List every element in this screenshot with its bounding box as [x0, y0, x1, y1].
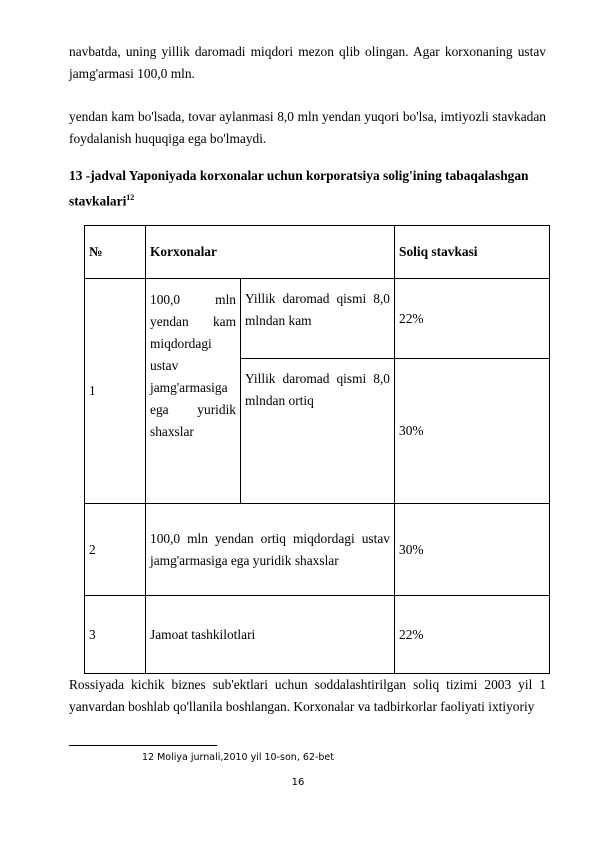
- row-2-organization: 100,0 mln yendan ortiq miqdordagi ustav jamg'armasiga ega yuridik shaxslar: [146, 504, 395, 596]
- row-1-organization: 100,0 mln yendan kam miqdordagi ustav jamg'armasiga ega yuridik shaxslar: [146, 279, 241, 504]
- table-row: [85, 279, 550, 359]
- row-1-income-high: Yillik daromad qismi 8,0 mlndan ortiq: [241, 359, 395, 504]
- row-2-number: 2: [85, 504, 146, 596]
- table-header-row: [85, 226, 550, 279]
- row-3-rate: 22%: [395, 596, 550, 674]
- row-1-number: 1: [85, 279, 146, 504]
- tax-rate-table: [84, 225, 550, 674]
- header-organizations: Korxonalar: [146, 226, 395, 279]
- header-number: №: [85, 226, 146, 279]
- row-1-rate-high: 30%: [395, 359, 550, 504]
- row-2-rate: 30%: [395, 504, 550, 596]
- footnote-reference: 12: [126, 193, 135, 202]
- row-3-organization: Jamoat tashkilotlari: [146, 596, 395, 674]
- table-row: [85, 596, 550, 674]
- row-1-rate-low: 22%: [395, 279, 550, 359]
- footnote: 12 Moliya jurnali,2010 yil 10-son, 62-bet: [142, 752, 334, 763]
- page-number: 16: [291, 777, 305, 788]
- paragraph-3: Rossiyada kichik biznes sub'ektlari uchun soddalashtirilgan soliq tizimi 2003 yil 1 yanvardan boshlab qo'llanila boshlangan. Korxonalar va tadbirkorlar faoliyati ixtiyoriy: [69, 677, 546, 714]
- footnote-separator: [69, 745, 217, 746]
- table-row: [85, 504, 550, 596]
- header-tax-rate: Soliq stavkasi: [395, 226, 550, 279]
- table-caption: [69, 165, 549, 212]
- paragraph-1: navbatda, uning yillik daromadi miqdori mezon qlib olingan. Agar korxonaning ustav jamg'armasi 100,0 mln.: [69, 44, 546, 81]
- table-caption-text: 13 -jadval Yaponiyada korxonalar uchun korporatsiya solig'ining tabaqalashgan stavkalari: [69, 168, 529, 209]
- row-3-number: 3: [85, 596, 146, 674]
- row-1-income-low: Yillik daromad qismi 8,0 mlndan kam: [241, 279, 395, 359]
- paragraph-2: yendan kam bo'lsada, tovar aylanmasi 8,0 mln yendan yuqori bo'lsa, imtiyozli stavkadan foydalanish huquqiga ega bo'lmaydi.: [69, 109, 546, 146]
